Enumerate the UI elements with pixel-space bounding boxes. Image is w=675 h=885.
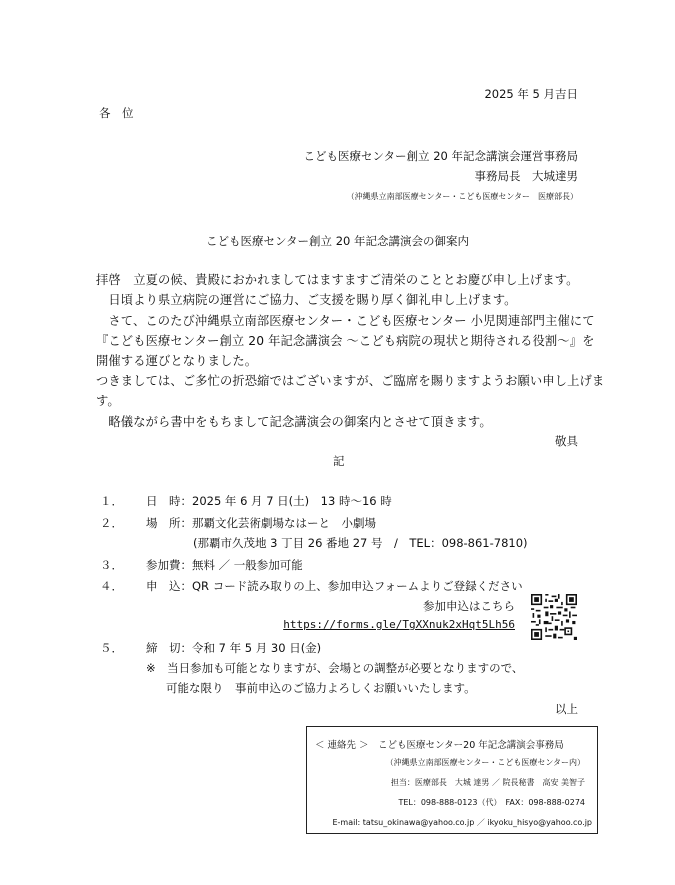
body-line: 開催する運びとなりました。 [96,354,258,368]
item-number: １． [100,494,123,508]
body-line: つきましては、ご多忙の折恐縮ではございますが、ご臨席を賜りますようお願い申し上げま [96,374,605,388]
contact-person: 担当：医療部長 大城 達男 ／ 院長秘書 高安 美智子 [390,778,585,787]
sender-affiliation: （沖縄県立南部医療センター・こども医療センター 医療部長） [346,192,578,201]
body-line: 拝啓 立夏の候、貴殿におかれましてはますますご清栄のこととお慶び申し上げます。 [96,273,579,287]
issue-date: 2025 年 5 月吉日 [484,87,578,101]
item-number: ５． [100,641,123,655]
apply-form-link[interactable]: https://forms.gle/TgXXnuk2xHqt5Lh56 [283,618,515,631]
item-number: ２． [100,516,123,530]
contact-box [306,726,598,834]
note-line: 可能な限り 事前申込のご協力よろしくお願いいたします。 [166,681,476,695]
body-line: 『こども医療センター創立 20 年記念講演会 ～こども病院の現状と期待される役割～』を [96,334,595,348]
sender-name: 事務局長 大城達男 [474,169,578,183]
item-fee: 参加費：無料 ／ 一般参加可能 [146,558,303,572]
item-deadline: 締 切：令和 7 年 5 月 30 日(金) [146,641,322,655]
qr-code-icon[interactable] [531,594,577,640]
note-line: ※ 当日参加も可能となりますが、会場との調整が必要となりますので、 [146,661,524,675]
addressee: 各 位 [99,106,134,120]
body-line: 日頃より県立病院の運営にご協力、ご支援を賜り厚く御礼申し上げます。 [96,293,517,307]
item-venue-address: (那覇市久茂地 3 丁目 26 番地 27 号 / TEL：098-861-7810) [193,536,528,550]
contact-phone-fax: TEL：098-888-0123（代） FAX：098-888-0274 [398,798,585,807]
document-title: こども医療センター創立 20 年記念講演会の御案内 [206,234,469,248]
closing-ijou: 以上 [555,702,578,716]
ki-marker: 記 [333,454,345,468]
item-datetime: 日 時：2025 年 6 月 7 日(土) 13 時～16 時 [146,494,392,508]
body-line: さて、このたび沖縄県立南部医療センター・こども医療センター 小児関連部門主催にて [96,314,595,328]
body-line: 略儀ながら書中をもちまして記念講演会の御案内とさせて頂きます。 [96,415,492,429]
closing-keigu: 敬具 [555,434,578,448]
sender-organization: こども医療センター創立 20 年記念講演会運営事務局 [303,149,578,163]
item-application: 申 込：QR コード読み取りの上、参加申込フォームよりご登録ください [146,579,523,593]
contact-email[interactable]: E-mail: tatsu_okinawa@yahoo.co.jp ／ ikyoku_hisyo@yahoo.co.jp [332,818,592,827]
item-number: ４． [100,579,123,593]
contact-affiliation: （沖縄県立南部医療センター・こども医療センター内） [385,758,585,767]
item-venue: 場 所：那覇文化芸術劇場なはーと 小劇場 [146,516,376,530]
body-line: す。 [96,394,120,408]
item-number: ３． [100,558,123,572]
apply-label: 参加申込はこちら [423,599,515,613]
contact-heading: ＜ 連絡先 ＞ こども医療センター20 年記念講演会事務局 [315,740,564,751]
